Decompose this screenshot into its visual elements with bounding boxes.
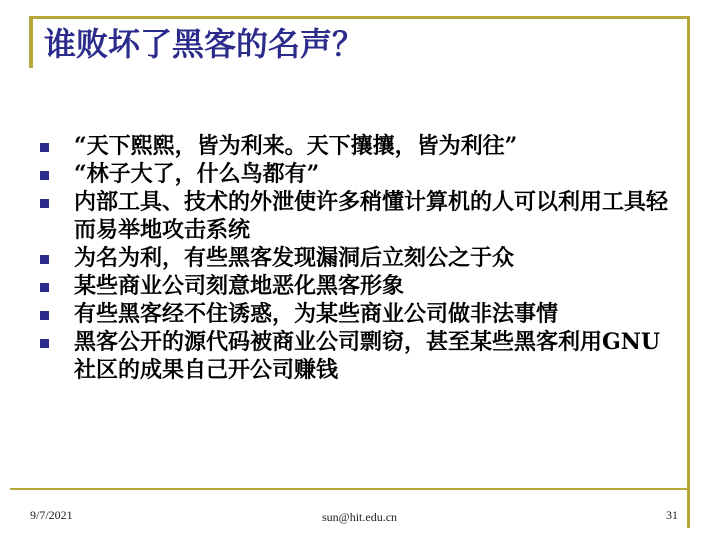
square-bullet-icon xyxy=(40,199,49,208)
bullet-item xyxy=(40,188,680,244)
slide-frame-right xyxy=(687,16,690,528)
bullet-text: “林子大了，什么鸟都有” xyxy=(74,161,320,187)
bullet-text: 为名为利，有些黑客发现漏洞后立刻公之于众 xyxy=(74,245,515,271)
square-bullet-icon xyxy=(40,339,49,348)
bullet-text: “天下熙熙，皆为利来。天下攘攘，皆为利往” xyxy=(74,133,518,159)
bullet-item xyxy=(40,132,680,160)
slide-frame-bottom xyxy=(10,488,690,490)
page-number: 31 xyxy=(666,508,678,522)
footer-date: 9/7/2021 xyxy=(30,508,73,522)
bullet-item xyxy=(40,272,680,300)
bullet-list xyxy=(40,132,680,384)
bullet-item xyxy=(40,244,680,272)
square-bullet-icon xyxy=(40,143,49,152)
slide-frame-left xyxy=(29,16,33,68)
square-bullet-icon xyxy=(40,311,49,320)
bullet-text: 有些黑客经不住诱惑，为某些商业公司做非法事情 xyxy=(74,301,559,327)
square-bullet-icon xyxy=(40,171,49,180)
square-bullet-icon xyxy=(40,283,49,292)
square-bullet-icon xyxy=(40,255,49,264)
bullet-item xyxy=(40,300,680,328)
footer-email: sun@hit.edu.cn xyxy=(322,510,398,524)
slide-title: 谁败坏了黑客的名声？ xyxy=(44,25,365,63)
slide-frame-top xyxy=(29,16,689,19)
bullet-text: 内部工具、技术的外泄使许多稍懂计算机的人可以利用工具轻而易举地攻击系统 xyxy=(74,189,669,243)
bullet-text: 黑客公开的源代码被商业公司剽窃，甚至某些黑客利用GNU社区的成果自己开公司赚钱 xyxy=(74,329,661,383)
bullet-item xyxy=(40,328,680,384)
bullet-item xyxy=(40,160,680,188)
bullet-text: 某些商业公司刻意地恶化黑客形象 xyxy=(74,273,405,299)
